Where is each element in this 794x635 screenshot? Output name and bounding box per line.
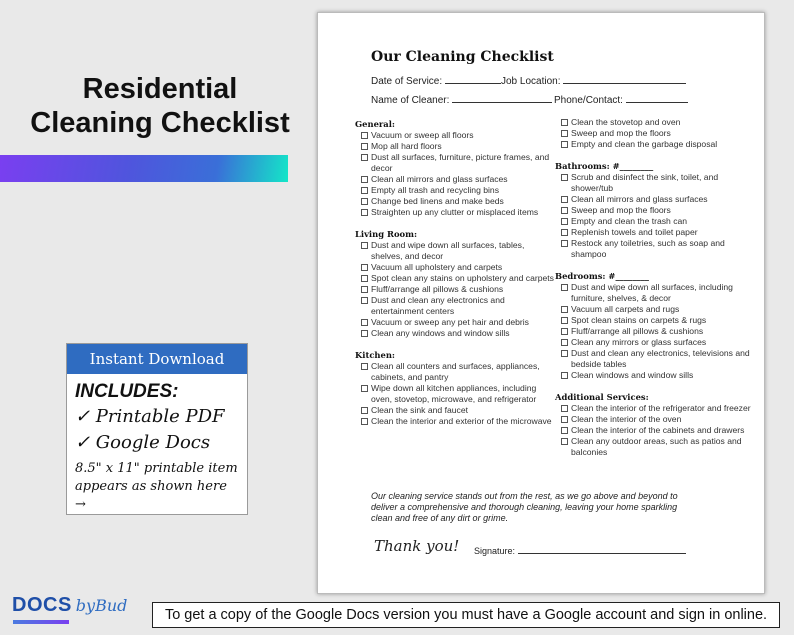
checklist-item: [359, 240, 555, 262]
thank-you-script: Thank you!: [374, 537, 460, 555]
checklist-item: [559, 414, 755, 425]
checklist-item: [359, 141, 555, 152]
checkbox[interactable]: [361, 209, 368, 216]
checkbox[interactable]: [561, 306, 568, 313]
checkbox[interactable]: [361, 187, 368, 194]
gradient-bar: [0, 155, 288, 182]
checklist-item: [559, 370, 755, 381]
checklist-item-label: Clean all mirrors and glass surfaces: [571, 194, 708, 204]
checkbox[interactable]: [561, 427, 568, 434]
signature-label: Signature:: [474, 546, 516, 556]
date-field: [371, 75, 501, 87]
checklist-item-label: Clean windows and window sills: [571, 370, 694, 380]
checklist-item: [359, 207, 555, 218]
checklist-item-label: Fluff/arrange all pillows & cushions: [571, 326, 704, 336]
checkbox[interactable]: [561, 328, 568, 335]
checklist-item: [559, 425, 755, 436]
checkbox[interactable]: [361, 143, 368, 150]
checkbox[interactable]: [361, 385, 368, 392]
checklist-item-label: Vacuum all carpets and rugs: [571, 304, 680, 314]
logo-docs: DOCS: [12, 594, 72, 616]
checkbox[interactable]: [561, 284, 568, 291]
checklist-item-label: Spot clean stains on carpets & rugs: [571, 315, 707, 325]
checkbox[interactable]: [561, 196, 568, 203]
google-docs-notice: To get a copy of the Google Docs version you must have a Google account and sign in online.: [152, 602, 780, 628]
checklist-item-label: Clean any outdoor areas, such as patios and balconies: [571, 436, 742, 457]
checklist-item: [559, 348, 755, 370]
checkbox[interactable]: [361, 330, 368, 337]
checkbox[interactable]: [361, 319, 368, 326]
checklist-item: [359, 273, 555, 284]
checkbox[interactable]: [561, 207, 568, 214]
cleaner-field: [371, 94, 552, 106]
checklist-item: [559, 117, 755, 128]
location-field: [501, 75, 686, 87]
checklist-item: [559, 216, 755, 227]
checkbox[interactable]: [561, 372, 568, 379]
checkbox[interactable]: [361, 418, 368, 425]
checklist-item-label: Dust all surfaces, furniture, picture frames, and decor: [371, 152, 550, 173]
checkbox[interactable]: [561, 174, 568, 181]
section-heading: Living Room:: [355, 229, 418, 239]
checklist-item-label: Clean the stovetop and oven: [571, 117, 681, 127]
checklist-item: [559, 282, 755, 304]
checklist-item-label: Clean the interior of the oven: [571, 414, 682, 424]
checklist-item: [359, 152, 555, 174]
checklist-item: [559, 326, 755, 337]
checklist-item: [359, 174, 555, 185]
checklist-item-label: Spot clean any stains on upholstery and carpets: [371, 273, 554, 283]
checklist-item-label: Mop all hard floors: [371, 141, 442, 151]
checklist-item: [559, 436, 755, 458]
includes-box: [66, 343, 248, 515]
checkbox[interactable]: [561, 339, 568, 346]
checkbox[interactable]: [361, 176, 368, 183]
checkbox[interactable]: [361, 275, 368, 282]
checklist-item-label: Wipe down all kitchen appliances, including oven, stovetop, microwave, and refrigerator: [371, 383, 537, 404]
checklist-document: [317, 12, 765, 594]
checklist-item: [359, 262, 555, 273]
checklist-item: [559, 315, 755, 326]
checklist-item-label: Clean all counters and surfaces, appliances, cabinets, and pantry: [371, 361, 540, 382]
checklist-item: [359, 317, 555, 328]
checklist-item-label: Dust and wipe down all surfaces, including furniture, shelves, & decor: [571, 282, 733, 303]
section-heading: Kitchen:: [355, 350, 396, 360]
checklist-item: [559, 337, 755, 348]
checklist-item: [559, 227, 755, 238]
checklist-item: [359, 383, 555, 405]
phone-label: Phone/Contact:: [554, 95, 623, 106]
checkbox[interactable]: [361, 407, 368, 414]
checklist-item-label: Dust and clean any electronics, televisions and bedside tables: [571, 348, 750, 369]
checklist-item-label: Sweep and mop the floors: [571, 205, 671, 215]
checklist-item-label: Clean any windows and window sills: [371, 328, 510, 338]
checkbox[interactable]: [361, 132, 368, 139]
checklist-item: [359, 295, 555, 317]
promo-title-line1: Residential: [82, 73, 238, 105]
checklist-item-label: Dust and wipe down all surfaces, tables, shelves, and decor: [371, 240, 525, 261]
checkbox[interactable]: [561, 416, 568, 423]
option-google-docs: ✓ Google Docs: [75, 432, 211, 453]
checkbox[interactable]: [361, 242, 368, 249]
checklist-item-label: Restock any toiletries, such as soap and shampoo: [571, 238, 725, 259]
checklist-item-label: Clean any mirrors or glass surfaces: [571, 337, 707, 347]
checkbox[interactable]: [561, 317, 568, 324]
closing-statement: Our cleaning service stands out from the rest, as we go above and beyond to deliver a comprehensive and thorough cleaning, leaving your home sparkling clean and free of any dirt or grime.: [371, 491, 678, 523]
signature-field: [474, 545, 686, 556]
checklist-item: [559, 172, 755, 194]
checklist-item-label: Clean the sink and faucet: [371, 405, 468, 415]
promo-title-line2: Cleaning Checklist: [30, 107, 290, 139]
checklist-item-label: Vacuum or sweep any pet hair and debris: [371, 317, 529, 327]
section-heading: Additional Services:: [555, 392, 649, 402]
checkbox[interactable]: [361, 264, 368, 271]
checkbox[interactable]: [561, 405, 568, 412]
checklist-item: [559, 238, 755, 260]
checkbox[interactable]: [561, 141, 568, 148]
checklist-item-label: Clean the interior of the refrigerator and freezer: [571, 403, 751, 413]
checkbox[interactable]: [561, 229, 568, 236]
document-title: Our Cleaning Checklist: [371, 49, 554, 65]
checklist-item: [359, 416, 555, 427]
location-label: Job Location:: [501, 76, 561, 87]
checklist-item-label: Empty all trash and recycling bins: [371, 185, 500, 195]
checklist-item-label: Fluff/arrange all pillows & cushions: [371, 284, 504, 294]
checkbox[interactable]: [361, 363, 368, 370]
option-pdf: ✓ Printable PDF: [75, 406, 225, 427]
checklist-item-label: Clean all mirrors and glass surfaces: [371, 174, 508, 184]
checklist-item: [559, 194, 755, 205]
checklist-item-label: Sweep and mop the floors: [571, 128, 671, 138]
section-heading: Bedrooms: #________: [555, 271, 649, 281]
checklist-item: [359, 405, 555, 416]
checklist-item: [359, 284, 555, 295]
checklist-item-label: Dust and clean any electronics and entertainment centers: [371, 295, 505, 316]
cleaner-label: Name of Cleaner:: [371, 95, 450, 106]
checkbox[interactable]: [361, 198, 368, 205]
section-heading: General:: [355, 119, 396, 129]
checklist-item-label: Straighten up any clutter or misplaced items: [371, 207, 539, 217]
docs-by-bud-logo: [12, 594, 142, 630]
checklist-item-label: Clean the interior and exterior of the microwave: [371, 416, 552, 426]
phone-field: [554, 94, 688, 106]
checklist-item: [359, 361, 555, 383]
checklist-item-label: Vacuum or sweep all floors: [371, 130, 474, 140]
checklist-item-label: Empty and clean the trash can: [571, 216, 688, 226]
right-column: [555, 117, 755, 458]
instant-download-header: Instant Download: [67, 344, 247, 374]
checkbox[interactable]: [561, 438, 568, 445]
checkbox[interactable]: [361, 286, 368, 293]
checklist-item-label: Replenish towels and toilet paper: [571, 227, 698, 237]
date-label: Date of Service:: [371, 76, 443, 87]
size-note: 8.5" x 11" printable item appears as shown here →: [75, 461, 238, 512]
checklist-item: [359, 185, 555, 196]
checklist-item: [559, 128, 755, 139]
logo-by: byBud: [75, 596, 128, 615]
checkbox[interactable]: [561, 130, 568, 137]
checklist-item: [359, 328, 555, 339]
checkbox[interactable]: [361, 154, 368, 161]
checklist-item: [359, 130, 555, 141]
checklist-item-label: Scrub and disinfect the sink, toilet, and shower/tub: [571, 172, 719, 193]
includes-label: INCLUDES:: [75, 381, 179, 402]
checkbox[interactable]: [561, 218, 568, 225]
promo-title: [20, 72, 300, 140]
section-heading: Bathrooms: #________: [555, 161, 654, 171]
checklist-item-label: Change bed linens and make beds: [371, 196, 504, 206]
checklist-item: [559, 205, 755, 216]
checklist-item-label: Clean the interior of the cabinets and drawers: [571, 425, 745, 435]
checklist-item: [559, 304, 755, 315]
left-column: [355, 118, 555, 427]
checklist-item: [559, 403, 755, 414]
checkbox[interactable]: [561, 240, 568, 247]
checklist-item-label: Vacuum all upholstery and carpets: [371, 262, 503, 272]
checklist-item: [559, 139, 755, 150]
checklist-item: [359, 196, 555, 207]
checkbox[interactable]: [361, 297, 368, 304]
checkbox[interactable]: [561, 119, 568, 126]
checklist-item-label: Empty and clean the garbage disposal: [571, 139, 718, 149]
checkbox[interactable]: [561, 350, 568, 357]
